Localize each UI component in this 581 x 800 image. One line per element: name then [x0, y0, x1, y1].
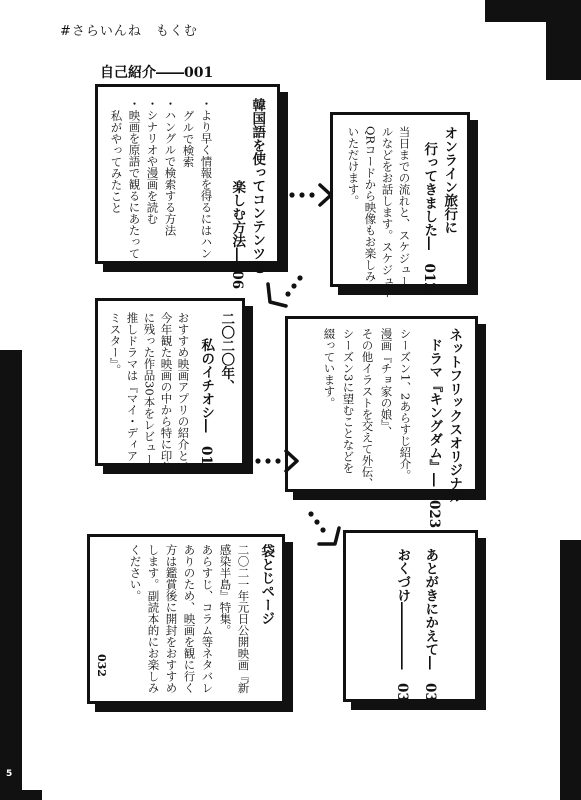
card-ichioshi-body-line-1: おすすめ映画アプリの紹介と、: [176, 312, 191, 473]
card-fukuro-body-line-1: 二〇二一年元日公開映画『新: [236, 544, 251, 694]
card-korean-body-line-5: ・映画を原語で観るにあたって: [127, 98, 142, 259]
card-ichioshi-body-line-5: ミスター』。: [108, 312, 123, 376]
card-ichioshi-body-line-4: 推しドラマは『マイ・ディア・: [125, 312, 140, 473]
card-ichioshi-body-line-3: に残った作品30本をレビュー。: [142, 312, 157, 477]
arrow-right-1: [288, 180, 338, 210]
card-fukuro-body-line-2: 感染半島』特集。: [218, 544, 233, 636]
card-fukuro-page: 032: [94, 654, 108, 677]
card-online-title-line-2: 行ってきました― 012: [421, 142, 438, 292]
card-korean-title-line-2: 楽しむ方法―006: [229, 180, 246, 290]
arrow-right-2: [254, 446, 304, 476]
card-online-body-line-4: いただけます。: [346, 126, 361, 207]
header-hashtag: #さらいんね もくむ: [60, 24, 198, 39]
card-online-title-line-1: オンライン旅行に: [441, 126, 458, 234]
card-online-body-line-1: 当日までの流れと、スケジュー: [397, 126, 412, 287]
card-atogaki-line-1: あとがきにかえて― 031: [422, 548, 439, 712]
card-fukuro-body-line-5: 方は鑑賞後に開封をおすすめ: [164, 544, 179, 694]
section-label: 自己紹介――001: [100, 65, 214, 81]
card-netflix-body-line-5: 綴っています。: [322, 328, 337, 409]
card-atogaki: [343, 530, 478, 712]
card-online-trip: [330, 112, 470, 299]
card-fukurotoji: [87, 534, 285, 704]
card-netflix-title-line-1: ネットフリックスオリジナル: [446, 328, 463, 504]
card-fukuro-body-line-4: ありのため、映画を観に行く: [182, 544, 197, 694]
card-fukuro-body-line-7: ください。: [128, 544, 143, 602]
card-fukuro-body-line-3: あらすじ、コラム等ネタバレ: [200, 544, 215, 694]
card-ichioshi: [95, 298, 245, 477]
page-number: 5: [6, 769, 13, 779]
card-netflix-body-line-4: シーズン3に望むことなどを: [341, 328, 356, 474]
arrow-down-left-1: [262, 272, 307, 312]
card-ichioshi-body-line-2: 今年観た映画の中から特に印象: [159, 312, 174, 473]
card-fukuro-body-line-6: します。副読本的にお楽しみ: [146, 544, 161, 694]
card-korean-body-line-4: ・シナリオや漫画を読む: [145, 98, 160, 225]
card-korean-title-line-1: 韓国語を使ってコンテンツを: [249, 98, 266, 274]
card-fukuro-title: 袋とじページ: [258, 544, 275, 625]
card-korean-body-line-6: 私がやってみたこと: [109, 110, 124, 214]
card-korean-content: [95, 84, 280, 290]
card-netflix-title-line-2: ドラマ『キングダム』― 023: [426, 338, 443, 529]
card-korean-body-line-3: ・ハングルで検索する方法: [163, 98, 178, 236]
card-netflix-kingdom: [285, 316, 478, 529]
card-online-body-line-3: QRコードから映像もお楽しみ: [363, 126, 378, 283]
card-korean-body-line-1: ・より早く情報を得るにはハン: [199, 98, 214, 259]
card-netflix-body-line-3: その他イラストを交えて外伝、: [360, 328, 375, 489]
card-netflix-body-line-1: シーズン1、2あらすじ紹介。: [398, 328, 413, 481]
card-ichioshi-title-line-1: 二〇二〇年、: [218, 312, 235, 393]
card-korean-body-line-2: グルで検索: [181, 110, 196, 168]
card-netflix-body-line-2: 漫画『チョ家の娘』、: [379, 328, 394, 438]
arrow-down-2: [305, 508, 345, 550]
card-online-body-line-2: ルなどをお話します。スケジュー: [380, 126, 395, 299]
corner-block-bottom-right: [560, 540, 581, 800]
card-ichioshi-title-line-2: 私のイチオシ― 017: [198, 338, 215, 475]
card-atogaki-line-2: おくづけ――――― 032: [394, 548, 411, 712]
